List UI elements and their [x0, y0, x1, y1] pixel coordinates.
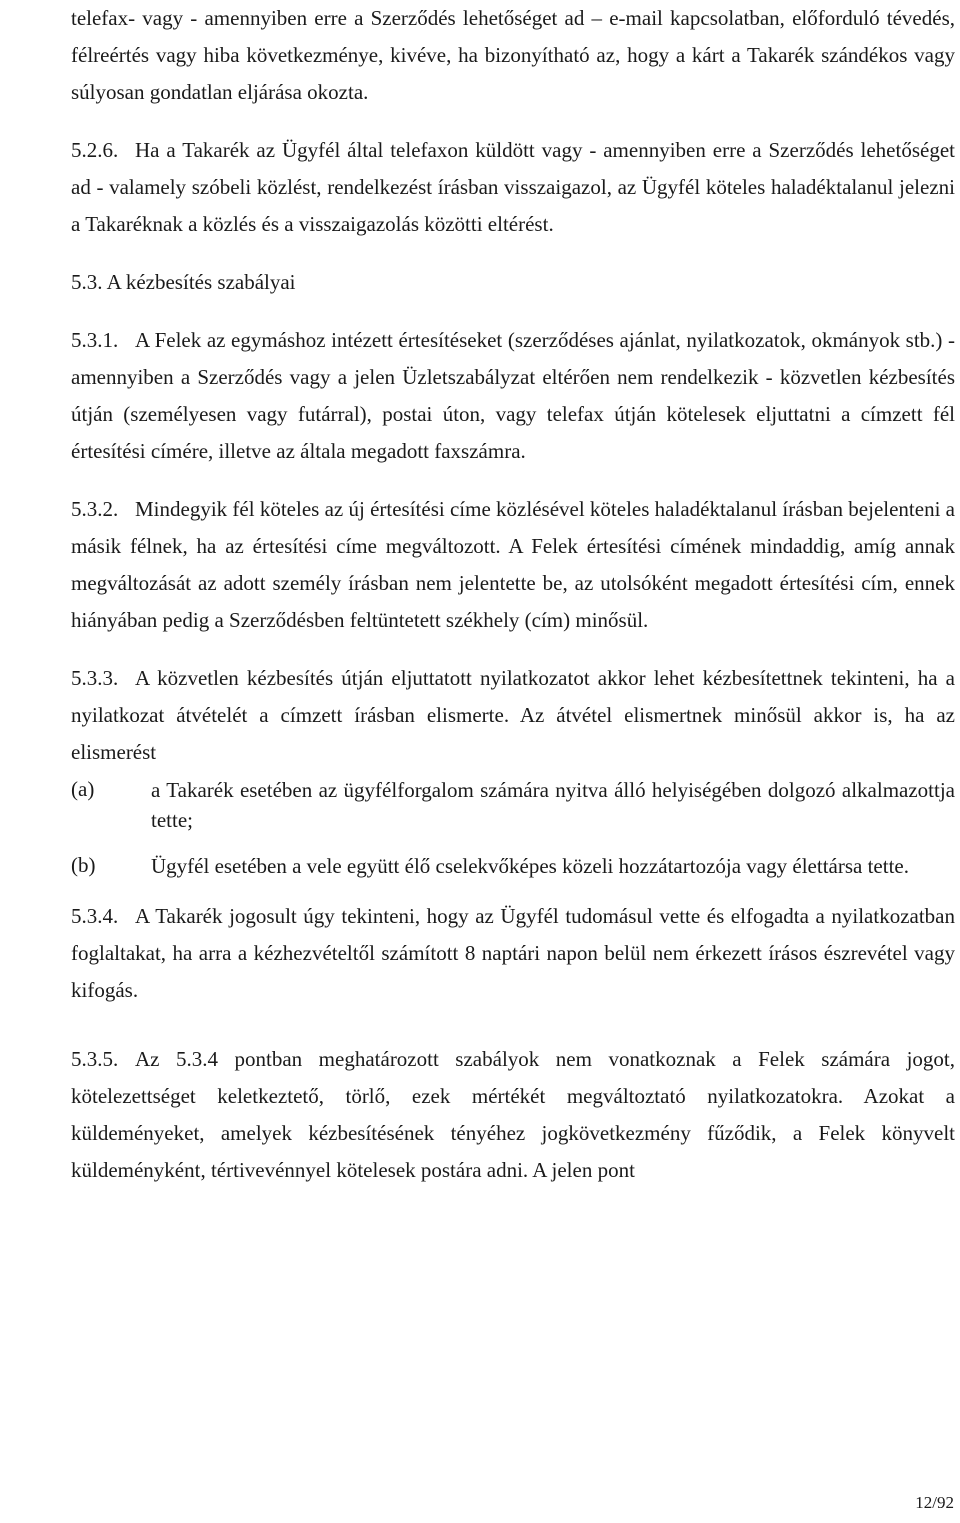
list-item-b — [71, 847, 955, 884]
list-text: Ügyfél esetében a vele együtt élő cselekvőképes közeli hozzátartozója vagy élettársa tette. — [151, 854, 909, 878]
section-number: 5.3.4. — [71, 904, 119, 928]
list-text: a Takarék esetében az ügyfélforgalom számára nyitva álló helyiségében dolgozó alkalmazottja tette; — [151, 778, 955, 832]
list-label: (b) — [71, 853, 96, 877]
section-5-3-4 — [71, 898, 955, 1009]
section-text: Mindegyik fél köteles az új értesítési címe közlésével köteles haladéktalanul írásban bejelenteni a másik félnek, ha az értesítési címe megváltozott. A Felek értesítési címének mindaddig, amíg annak megváltozását az adott személy írásban nem jelentette be, az utolsóként megadott értesítési cím, ennek hiányában pedig a Szerződésben feltüntetett székhely (cím) minősül. — [71, 497, 955, 632]
section-number: 5.3.3. — [71, 666, 119, 690]
section-text: A Takarék jogosult úgy tekinteni, hogy az Ügyfél tudomásul vette és elfogadta a nyilatkozatban foglaltakat, ha arra a kézhezvételtől számított 8 naptári napon belül nem érkezett írásos észrevétel vagy kifogás. — [71, 904, 955, 1002]
section-5-3-5 — [71, 1041, 955, 1189]
section-5-3-3 — [71, 660, 955, 771]
intro-paragraph: telefax- vagy - amennyiben erre a Szerződés lehetőséget ad – e-mail kapcsolatban, előforduló tévedés, félreértés vagy hiba következménye, kivéve, ha bizonyítható az, hogy a kárt a Takarék szándékos vagy súlyosan gondatlan eljárása okozta. — [71, 6, 955, 104]
page-number: 12/92 — [915, 1493, 954, 1512]
section-number: 5.3.2. — [71, 497, 119, 521]
section-number: 5.3.1. — [71, 328, 119, 352]
section-number: 5.2.6. — [71, 138, 119, 162]
list-label: (a) — [71, 777, 95, 801]
section-5-2-6 — [71, 132, 955, 243]
list-item-a — [71, 771, 955, 835]
section-heading-5-3: 5.3. A kézbesítés szabályai — [71, 270, 296, 294]
section-text: A közvetlen kézbesítés útján eljuttatott nyilatkozatot akkor lehet kézbesítettnek tekinteni, ha a nyilatkozat átvételét a címzett írásban elismerte. Az átvétel elismertnek minősül akkor is, ha az elismerést — [71, 666, 955, 764]
section-number: 5.3.5. — [71, 1047, 119, 1071]
section-text: A Felek az egymáshoz intézett értesítéseket (szerződéses ajánlat, nyilatkozatok, okmányok stb.) - amennyiben a Szerződés vagy a jelen Üzletszabályzat eltérően nem rendelkezik - közvetlen kézbesítés útján (személyesen vagy futárral), postai úton, vagy telefax útján kötelesek eljuttatni a címzett fél értesítési címére, illetve az általa megadott faxszámra. — [71, 328, 955, 463]
section-text: Az 5.3.4 pontban meghatározott szabályok nem vonatkoznak a Felek számára jogot, kötelezettséget keletkeztető, törlő, ezek mértékét megváltoztató nyilatkozatokra. Azokat a küldeményeket, amelyek kézbesítésének tényéhez jogkövetkezmény fűződik, a Felek könyvelt küldeményként, tértivevénnyel kötelesek postára adni. A jelen pont — [71, 1047, 955, 1182]
document-page — [71, 0, 955, 1189]
section-5-3-2 — [71, 491, 955, 639]
section-text: Ha a Takarék az Ügyfél által telefaxon küldött vagy - amennyiben erre a Szerződés lehetőséget ad - valamely szóbeli közlést, rendelkezést írásban visszaigazol, az Ügyfél köteles haladéktalanul jelezni a Takaréknak a közlés és a visszaigazolás közötti eltérést. — [71, 138, 955, 236]
section-5-3-1 — [71, 322, 955, 470]
